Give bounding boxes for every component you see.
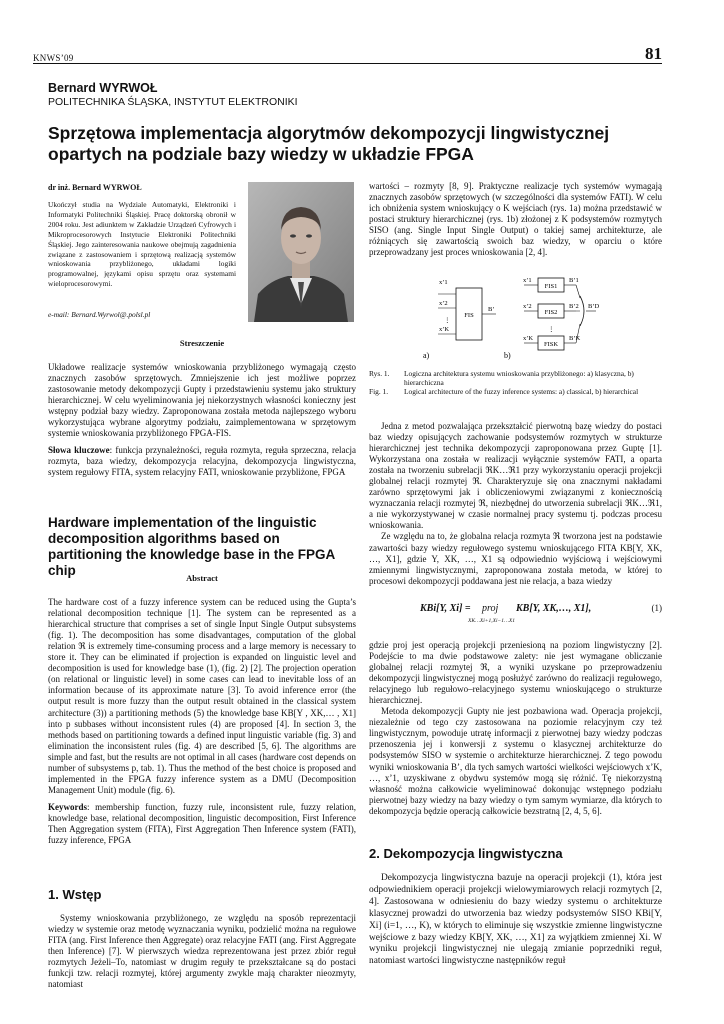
right-body-3 [369, 873, 662, 968]
fig-b-bd: B’D [588, 303, 600, 310]
right-p4: gdzie proj jest operacją projekcji przeniesioną na poziom lingwistyczny [2]. Podejście to ma dwie podstawowe zalety: nie jest wymagane obliczanie globalnej relacji rozmytej ℜ, a wyniki uzyskane po przeprowadzeniu dekompozycji lingwistycznej mogą posłużyć zarówno do realizacji regułowego, relacyjnego lub regułowo–relacyjnego systemu wnioskującego o strukturze hierarchicznej. [369, 640, 662, 706]
figure-1 [420, 270, 600, 362]
caption-en-text: Logical architecture of the fuzzy inference systems: a) classical, b) hierarchical [404, 387, 639, 396]
section2-heading: 2. Dekompozycja lingwistyczna [369, 846, 563, 861]
bio-email: e-mail: Bernard.Wyrwol@.polsl.pl [48, 310, 151, 319]
abstract-block [48, 573, 356, 846]
fig-label-a: a) [423, 351, 430, 360]
fig-label-b: b) [504, 351, 511, 360]
caption-pl-num: Rys. 1. [369, 369, 390, 378]
keywords-en-label: Keywords [48, 801, 87, 812]
right-p6: Dekompozycja lingwistyczna bazuje na operacji projekcji (1), która jest odpowiednikiem operacji projekcji wielowymiarowych relacji rozmytych [2, 4]. Zastosowana w odniesieniu do bazy wiedzy systemu o architekturze klasycznej prowadzi do utworzenia baz wiedzy podsystemów SISO KBi[Y, Xi] (i=1, …, K), w których to eliminuje się wszystkie zmienne lingwistyczne wejściowe z bazy wiedzy KB[Y, XK, …, X1] za wyjątkiem zmiennej Xi. W wyniku projekcji lingwistycznej nie ulegają zmianie poprzedniki reguł, natomiast wartości lingwistyczne następników reguł [369, 873, 662, 967]
fig-b-x2: x’2 [523, 303, 532, 310]
bio-text: Ukończył studia na Wydziale Automatyki, Elektroniki i Informatyki Politechniki Śląskiej. Pracę doktorską obronił w 2004 roku. Jest adiunktem w Zakładzie Urządzeń Cyfrowych i Mikroprocesorowych Instytucie Elektroniki Politechniki Śląskiej. Jego zainteresowania naukowe obejmują zagadnienia związane z zastosowaniem i sprzętową realizacją systemów wnioskowania przybliżonego, układami logiki programowalnej, językami opisu sprzętu oraz systemami wieloprocesorowymi. [48, 200, 236, 289]
streszczenie-text: Układowe realizacje systemów wnioskowania przybliżonego wymagają często znacznych zasobów sprzętowych. Zmniejszenie ich jest możliwe poprzez zastosowanie metody dekompozycji Gupty i przedstawieniu systemu jako struktury hierarchicznej. W celu wyeliminowania jej niekorzystnych własności konieczny jest wstępny podział bazy wiedzy. Zaproponowana została metoda najlepszego wyboru wykorzystująca wybrane algorytmy podziału, zaimplementowana w sprzętowym systemie wnioskowania przybliżonego FPGA-FIS. [48, 362, 356, 439]
streszczenie-heading: Streszczenie [179, 338, 225, 348]
keywords-pl-text: : funkcja przynależności, reguła rozmyta, reguła sprzeczna, relacja rozmyta, baza wiedzy, dekompozycja relacyjna, dekompozycja lingwistyczna, system regułowy FITA, system relacyjny FATI, wnioskowanie przybliżone, FPGA [48, 445, 356, 478]
fig-b-dots: ⋮ [548, 326, 555, 333]
fig-a-dots: ⋮ [444, 317, 451, 324]
right-p2: Jedna z metod pozwalająca przekształcić pierwotną bazę wiedzy do postaci baz wiedzy opisujących zachowanie podsystemów rozmytych w strukturze hierarchicznej jest technika dekompozycji zaproponowana przez Guptę [1]. Wykorzystana ona została w realizacji wyłącznie systemów FATI, a oparta została na tworzeniu subrelacji ℜK…ℜ1 przy wykorzystaniu operacji projekcji globalnej relacji rozmytej ℜ. Charakteryzuje się ona znacznymi nakładami zarówno sprzętowymi jak i obliczeniowymi związanymi z koniecznością wyznaczania relacji rozmytej ℜ, niezbędnej do utworzenia subrelacji ℜK…ℜ1, a nie wykorzystywanej w czasie normalnej pracy systemu tj. podczas procesu wnioskowania. [369, 421, 662, 531]
keywords-pl-label: Słowa kluczowe [48, 445, 110, 456]
english-title: Hardware implementation of the linguistic decomposition algorithms based on partitioning the knowledge base in the FPGA chip [48, 515, 335, 578]
header-rule [33, 63, 662, 64]
fig-a-xk: x’K [439, 326, 450, 333]
abstract-text: The hardware cost of a fuzzy inference system can be reduced using the Gupta’s relational decomposition technique [1]. The system can be represented as a hierarchical structure that comprises a set of single Input Single Output subsystems (fig. 1). The decomposition has some disadvantages, computation of the global relation ℜ is extremely time-consuming process and a large memory is necessary to store it. They can be eliminated if projection is expanded on linguistic level and decomposition is used for knowledge base (1), (fig. 2) [2]. The projection operation (on relational or linguistic level) in some cases can lead to inevitable loss of an information because of its approximate nature [3]. To avoid inference error (the output result is more fuzzy than the output result obtained in the classical system architecture (3)) a partitioning methods (5) the knowledge base KB[Y , XK,… , X1] into p subbases without inconsistent rules (4) are proposed [4]. In section 3, the methods based on partitioning towards a defined input linguistic variable (fig. 3) and elimination the inconsistent rules (fig. 4) are described [5, 6]. The algorithms are simple and fast, but the results are not optimal in all cases (hardware cost depends on number of subsystems p, tab. 1). Thus the method of the best choice is proposed and implemented in the FPGA fuzzy inference system as a DMU (Decomposition Management Unit) module (fig. 6). [48, 597, 356, 795]
fig-b-x1: x’1 [523, 277, 532, 284]
keywords-en-text: : membership function, fuzzy rule, inconsistent rule, fuzzy relation, knowledge base, relational decomposition, linguistic decomposition, First Inference Then Aggregation system (FITA), First Aggregation Then Inference system (FATI), fuzzy inference, FPGA [48, 801, 356, 846]
abstract-heading: Abstract [186, 573, 218, 583]
fis1-label: FIS1 [544, 283, 558, 290]
caption-pl-text: Logiczna architektura systemu wnioskowania przybliżonego: a) klasyczna, b) hierarchiczna [404, 369, 634, 387]
equation-lhs: KBi[Y, Xi] = [420, 603, 471, 614]
paper-title: Sprzętowa implementacja algorytmów dekompozycji lingwistycznej opartych na podziale bazy wiedzy w układzie FPGA [48, 123, 610, 164]
streszczenie-block [48, 338, 356, 479]
figure-1-caption [369, 369, 662, 396]
fisk-label: FISK [543, 341, 559, 348]
fis-label: FIS [464, 312, 474, 319]
fis2-label: FIS2 [544, 309, 558, 316]
author-affiliation: POLITECHNIKA ŚLĄSKA, INSTYTUT ELEKTRONIKI [48, 96, 298, 108]
fig-a-x1: x’1 [439, 279, 448, 286]
fig-b-xk: x’K [523, 335, 534, 342]
fig-b-b2: B’2 [569, 303, 579, 310]
equation-rhs: KB[Y, XK,…, X1], [516, 603, 592, 614]
bio-name: dr inż. Bernard WYRWOŁ [48, 183, 142, 192]
right-body-2 [369, 640, 662, 817]
right-p3: Ze względu na to, że globalna relacja rozmyta ℜ tworzona jest na podstawie zawartości bazy wiedzy regułowego systemu wnioskującego FITA KB[Y, XK, …, X1], gdzie Y, XK, …, X1 są odpowiednio wyjściową i wejściowymi zmiennymi lingwistycznymi, zaproponowana została metoda, w której to procesowi dekompozycji poddawana jest nie relacja, a baza wiedzy [369, 531, 662, 586]
section1-heading: 1. Wstęp [48, 887, 102, 902]
fig-a-bout: B’ [488, 306, 495, 313]
section1-text-block [48, 913, 356, 990]
right-p5: Metoda dekompozycji Gupty nie jest pozbawiona wad. Operacja projekcji, niezależnie od tego czy zastosowana na poziomie relacyjnym czy też lingwistycznym, powoduje utratę informacji z pierwotnej bazy wiedzy podczas przenoszenia jej i konwersji z systemu o klasycznej architekturze do podsystemów SISO w systemie o architekturze hierarchicznej. Z tego powodu wyniki wnioskowania B’, dla tych samych wartości wielkości wejściowych x’K, …, x’1, uzyskiwane z obydwu systemów mogą się różnić. Tę niekorzystną własność można całkowicie wyeliminować dokonując wstępnego podziału pierwotnej bazy wiedzy na bazy wiedzy o tym samym wymiarze, dla których to dekompozycja będzie operacją całkowicie bezstratną [2, 4, 5, 6]. [369, 706, 662, 816]
fig-b-bk: B’K [569, 335, 581, 342]
right-intro [369, 181, 662, 258]
equation-1 [420, 603, 662, 627]
equation-number: (1) [651, 603, 662, 613]
author-name: Bernard WYRWOŁ [48, 81, 158, 95]
keywords-en [48, 802, 356, 846]
section1-text: Systemy wnioskowania przybliżonego, ze względu na sposób reprezentacji wiedzy w systemie oraz metodę wyznaczania wyniku, podzielić można na regułowe FITA (ang. First Inference then Aggregate) oraz relacyjne FATI (ang. First Aggregate then Inference) [7]. W pierwszych wiedza reprezentowana jest przez zbiór reguł rozmytych Jeżeli–To, natomiast w drugim reguły te przekształcane są do postaci funkcji tzw. relacji rozmytej, której argumenty zwykle mają charakter nieozmyty, natomiast [48, 913, 356, 990]
page-number: 81 [645, 44, 662, 63]
caption-en-num: Fig. 1. [369, 387, 389, 396]
fig-a-x2: x’2 [439, 300, 448, 307]
keywords-pl [48, 445, 356, 478]
equation-subscript: XK…Xi+1,Xi−1…X1 [468, 618, 515, 624]
right-body [369, 421, 662, 587]
author-photo [248, 182, 354, 322]
right-p1: wartości – rozmyty [8, 9]. Praktyczne realizacje tych systemów wymagają znacznych zasobów sprzętowych (w szczególności dla systemów FATI). W celu ich obniżenia system wnioskujący o K wejściach (rys. 1a) można przedstawić w postaci struktury hierarchicznej (rys. 1b) złożonej z K podsystemów rozmytych SISO (ang. Single Input Single Output) o takiej samej architekturze, ale różniących się zawartością swoich baz wiedzy, w oparciu o które przeprowadzany jest proces wnioskowania [2, 4]. [369, 181, 662, 258]
fig-b-b1: B’1 [569, 277, 579, 284]
equation-proj: proj [482, 603, 499, 614]
journal-name: KNWS’09 [33, 53, 74, 63]
